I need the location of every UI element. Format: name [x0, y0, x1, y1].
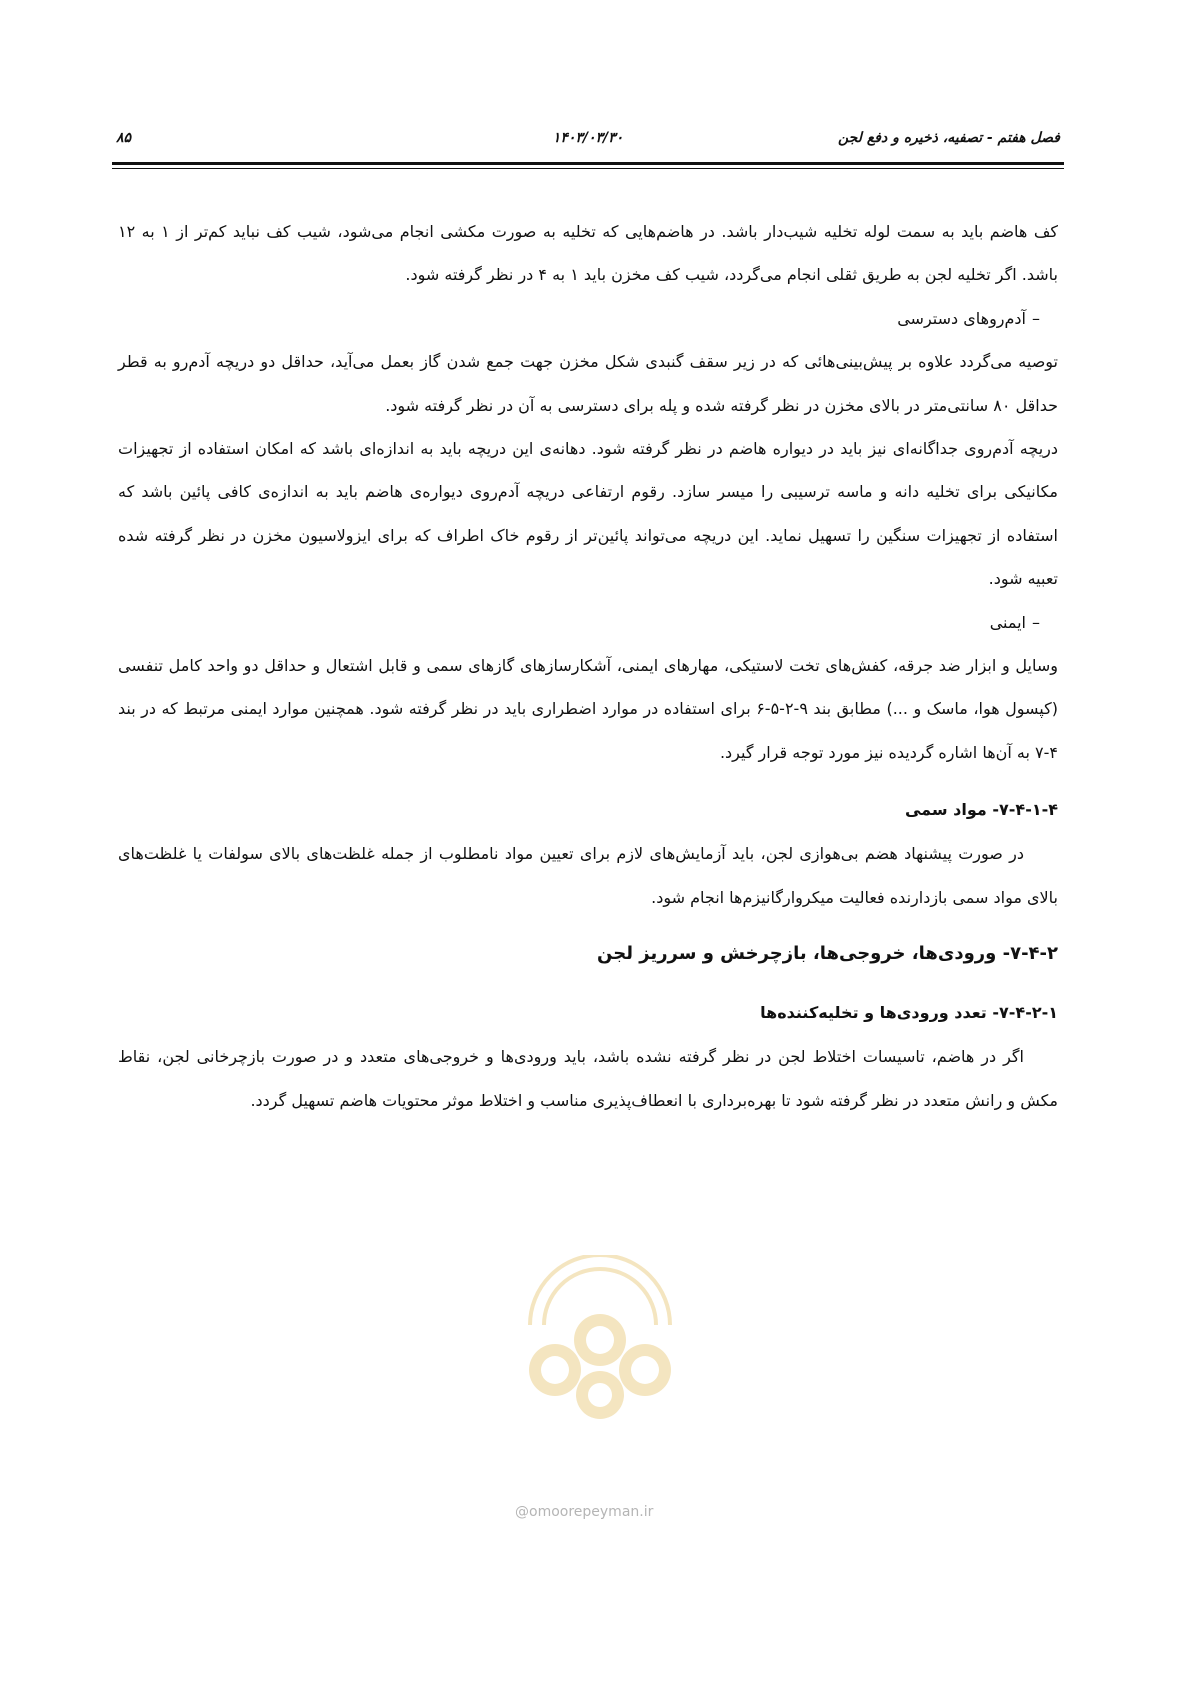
header-date: ۱۴۰۳/۰۳/۳۰: [552, 130, 624, 146]
bullet-label: آدم‌روهای دسترسی: [897, 308, 1026, 328]
watermark-logo-icon: [510, 1255, 690, 1425]
paragraph-safety: وسایل و ابزار ضد جرقه، کفش‌های تخت لاستیکی، مهارهای ایمنی، آشکارسازهای گازهای سمی و قابل اشتعال و حداقل دو واحد کامل تنفسی (کپسول هوا، ماسک و ...) مطابق بند ۹-۲-۵-۶ برای استفاده در موارد اضطراری باید در نظر گرفته شود. همچنین موارد ایمنی مرتبط که در بند ۴-۷ به آن‌ها اشاره گردیده نیز مورد توجه قرار گیرد.: [118, 656, 1058, 762]
page-number: ۸۵: [116, 130, 132, 146]
body-content: [118, 210, 1058, 1122]
paragraph-multiple-inlets: اگر در هاضم، تاسیسات اختلاط لجن در نظر گرفته نشده باشد، باید ورودی‌ها و خروجی‌های متعدد و در صورت بازچرخانی لجن، نقاط مکش و رانش متعدد در نظر گرفته شود تا بهره‌برداری با انعطاف‌پذیری مناسب و اختلاط موثر محتویات هاضم تسهیل گردد.: [118, 1047, 1058, 1110]
paragraph-floor-slope: کف هاضم باید به سمت لوله تخلیه شیب‌دار باشد. در هاضم‌هایی که تخلیه به صورت مکشی انجام می‌شود، شیب کف نباید کم‌تر از ۱ به ۱۲ باشد. اگر تخلیه لجن به طریق ثقلی انجام می‌گردد، شیب کف مخزن باید ۱ به ۴ در نظر گرفته شود.: [118, 222, 1059, 285]
paragraph-toxic-materials: در صورت پیشنهاد هضم بی‌هوازی لجن، باید آزمایش‌های لازم برای تعیین مواد نامطلوب از جمله غلظت‌های بالای سولفات یا غلظت‌های بالای مواد سمی بازدارنده فعالیت میکروارگانیزم‌ها انجام شود.: [118, 844, 1058, 907]
watermark-url: @omoorepeyman.ir: [515, 1504, 654, 1520]
header-rule-thin: [112, 168, 1064, 169]
bullet-safety: [118, 601, 1058, 644]
chapter-title: فصل هفتم - تصفیه، ذخیره و دفع لجن: [837, 130, 1060, 146]
paragraph-roof-manholes: توصیه می‌گردد علاوه بر پیش‌بینی‌هائی که در زیر سقف گنبدی شکل مخزن جهت جمع شدن گاز بعمل می‌آید، حداقل دو دریچه آدم‌رو به قطر حداقل ۸۰ سانتی‌متر در بالای مخزن در نظر گرفته شده و پله برای دسترسی به آن در نظر گرفته شود.: [118, 352, 1058, 415]
section-heading-inlets-outlets: ۷-۴-۲- ورودی‌ها، خروجی‌ها، بازچرخش و سرریز لجن: [597, 943, 1058, 965]
page-header: [116, 130, 1060, 152]
bullet-dash: –: [1032, 308, 1040, 328]
bullet-label: ایمنی: [989, 612, 1026, 632]
section-heading-multiple-inlets: ۷-۴-۲-۱- تعدد ورودی‌ها و تخلیه‌کننده‌ها: [760, 1003, 1058, 1023]
header-rule-thick: [112, 162, 1064, 165]
section-heading-toxic-materials: ۷-۴-۱-۴- مواد سمی: [904, 800, 1058, 820]
paragraph-wall-manhole: دریچه آدم‌روی جداگانه‌ای نیز باید در دیواره هاضم در نظر گرفته شود. دهانه‌ی این دریچه باید به اندازه‌ای باشد که امکان استفاده از تجهیزات مکانیکی برای تخلیه دانه و ماسه ترسیبی را میسر سازد. رقوم ارتفاعی دریچه آدم‌روی دیواره‌ی هاضم باید به اندازه‌ی کافی پائین باشد که استفاده از تجهیزات سنگین را تسهیل نماید. این دریچه می‌تواند پائین‌تر از رقوم خاک اطراف که برای ایزولاسیون مخزن در نظر گرفته شده تعبیه شود.: [118, 439, 1058, 589]
bullet-access-manholes: [118, 297, 1058, 340]
bullet-dash: –: [1032, 612, 1040, 632]
